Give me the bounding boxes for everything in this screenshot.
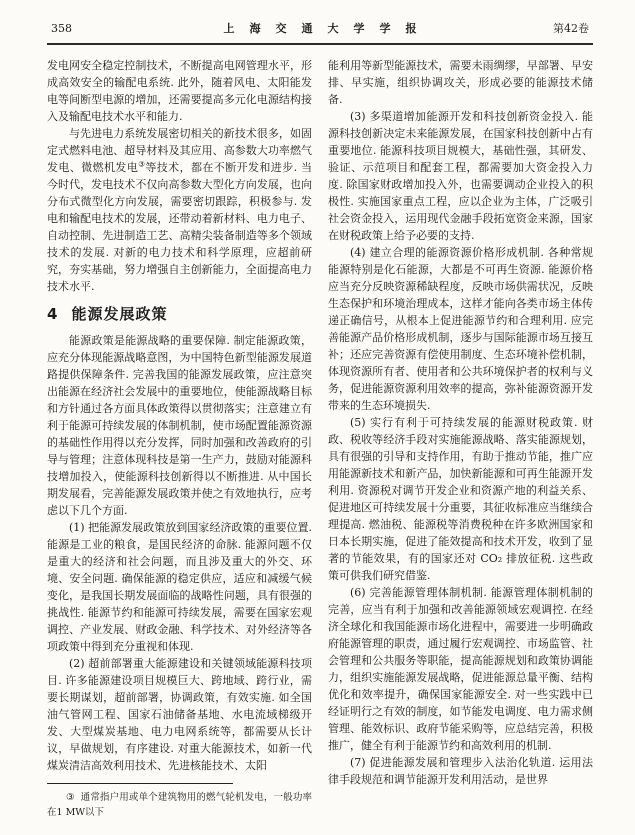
- paragraph: (5) 实行有利于可持续发展的能源财税政策. 财政、税收等经济手段对实施能源战略、落实能源规划，具有很强的引导和支持作用，有助于推动节能，推广应用能源新技术和新产品，加快新能源和可再生能源开发利用. 资源税对调节开发企业和资源产地的利益关系、促进地区可持续发展十分重要，其征收标准应当继续合理提高. 燃油税、能源税等消费税种在许多欧洲国家和日本长期实施，促进了能效提高和技术开发，收到了显著的节能效果，有的国家还对 CO₂ 排放征税. 这些政策可供我们研究借鉴.: [328, 416, 593, 582]
- paragraph-text: 与先进电力系统发展密切相关的新技术很多，如固定式燃料电池、超导材料及其应用、高参数大功率燃气发电、微燃机发电: [47, 127, 312, 174]
- paragraph: 发电网安全稳定控制技术，不断提高电网管理水平，形成高效安全的输配电系统. 此外，随着风电、太阳能发电等间断型电源的增加，还需要提高多元化电源结构接入及输配电技术水平和能力.: [47, 59, 312, 123]
- paragraph: (6) 完善能源管理体制机制. 能源管理体制机制的完善，应当有利于加强和改善能源领域宏观调控. 在经济全球化和我国能源市场化进程中，需要进一步明确政府能源管理的职责，通过履行宏观调控、市场监管、社会管理和公共服务等职能，提高能源规划和政策协调能力，组织实施能源发展战略，促进能源总量平衡、结构优化和效率提升，确保国家能源安全. 对一些实践中已经证明行之有效的制度，如节能发电调度、电力需求侧管理、能效标识、政府节能采购等，应总结完善，积极推广，健全有利于能源节约和高效利用的机制.: [328, 586, 593, 752]
- footnote-body: 通常指户用或单个建筑物用的燃气轮机发电，一般功率在1 MW以下: [47, 792, 312, 818]
- footnote-marker: ③: [66, 792, 75, 803]
- paragraph: 能源政策是能源战略的重要保障. 制定能源政策，应充分体现能源战略意图，为中国特色新型能源发展道路提供保障条件. 完善我国的能源发展政策，应注意突出能源在经济社会发展中的重要地位，使能源战略目标和方针通过各方面具体政策得以贯彻落实；注意建立有利于能源可持续发展的体制机制，使市场配置能源资源的基础性作用得以充分发挥，同时加强和改善政府的引导与管理；注意体现科技是第一生产力，鼓励对能源科技增加投入，使能源科技创新得以不断推进. 从中国长期发展看，完善能源发展政策并使之有效地执行，应考虑以下几个方面.: [47, 334, 312, 517]
- paragraph-text: 等技术，都在不断开发和进步. 当今时代，发电技术不仅向高参数大型化方向发展，也向分布式微型化方向发展，需要密切跟踪，积极参与. 发电和输配电技术的发展，还带动着新材料、电力电子、自动控制、先进制造工艺、高精尖装备制造等多个领域技术的发展. 对新的电力技术和科学原理，应超前研究，夯实基础，努力增强自主创新能力，全面提高电力技术水平.: [47, 161, 313, 293]
- footnote-divider: [47, 783, 233, 784]
- left-column: [47, 57, 312, 820]
- section-heading: [47, 306, 312, 323]
- section-number: 4: [47, 305, 58, 323]
- page-header: [47, 20, 593, 45]
- footnote-text: [47, 790, 312, 820]
- right-column: [328, 57, 593, 820]
- paragraph: 能利用等新型能源技术，需要未雨绸缪，早部署、早安排、早实施，组织协调攻关，形成必要的能源技术储备.: [328, 59, 593, 106]
- section-title: 能源发展政策: [71, 305, 168, 323]
- paragraph: (2) 超前部署重大能源建设和关键领域能源科技项目. 许多能源建设项目规模巨大、跨地域、跨行业，需要长期谋划，超前部署，协调政策，有效实施. 如全国油气管网工程、国家石油储备基地、水电流域梯级开发、大型煤炭基地、电力电网系统等，都需要从长计议，早做规划，有序建设. 对重大能源技术，如新一代煤炭清洁高效利用技术、先进核能技术、太阳: [47, 657, 312, 772]
- paragraph: [47, 125, 312, 295]
- paragraph: (3) 多渠道增加能源开发和科技创新资金投入. 能源科技创新决定未来能源发展，在国家科技创新中占有重要地位. 能源科技项目规模大，基础性强，其研发、验证、示范项目和配套工程，都需要加大资金投入力度. 除国家财政增加投入外，也需要调动企业投入的积极性. 实施国家重点工程，应以企业为主体，广泛吸引社会资金投入，运用现代金融手段拓宽资金来源，国家在财税政策上给予必要的支持.: [328, 110, 593, 242]
- footnote: [47, 783, 312, 820]
- volume-label: 第42卷: [553, 22, 589, 35]
- journal-title: 上海交通大学学报: [223, 22, 432, 35]
- paragraph: (1) 把能源发展政策放到国家经济政策的重要位置. 能源是工业的粮食，是国民经济的命脉. 能源问题不仅是重大的经济和社会问题，而且涉及重大的外交、环境、安全问题. 确保能源的稳定供应，适应和减缓气候变化，是我国长期发展面临的战略性问题，具有很强的挑战性. 能源节约和能源可持续发展，需要在国家宏观调控、产业发展、财政金融、科学技术、对外经济等各项政策中得到充分重视和体现.: [47, 521, 312, 653]
- paragraph: (7) 促进能源发展和管理步入法治化轨道. 运用法律手段规范和调节能源开发利用活动，是世界: [328, 756, 593, 786]
- page-number: 358: [51, 22, 72, 35]
- paragraph: (4) 建立合理的能源资源价格形成机制. 各种常规能源特别是化石能源，大都是不可再生资源. 能源价格应当充分反映资源稀缺程度，反映市场供需状况，反映生态保护和环境治理成本，这样才能向各类市场主体传递正确信号，从根本上促进能源节约和合理利用. 应完善能源产品价格形成机制，逐步与国际能源市场互接互补；还应完善资源有偿使用制度、生态环境补偿机制，体现资源所有者、使用者和公共环境保护者的权利与义务，促进能源资源利用效率的提高，弥补能源资源开发带来的生态环境损失.: [328, 246, 593, 412]
- footnote-ref: ③: [138, 159, 146, 169]
- article-body: [47, 57, 593, 820]
